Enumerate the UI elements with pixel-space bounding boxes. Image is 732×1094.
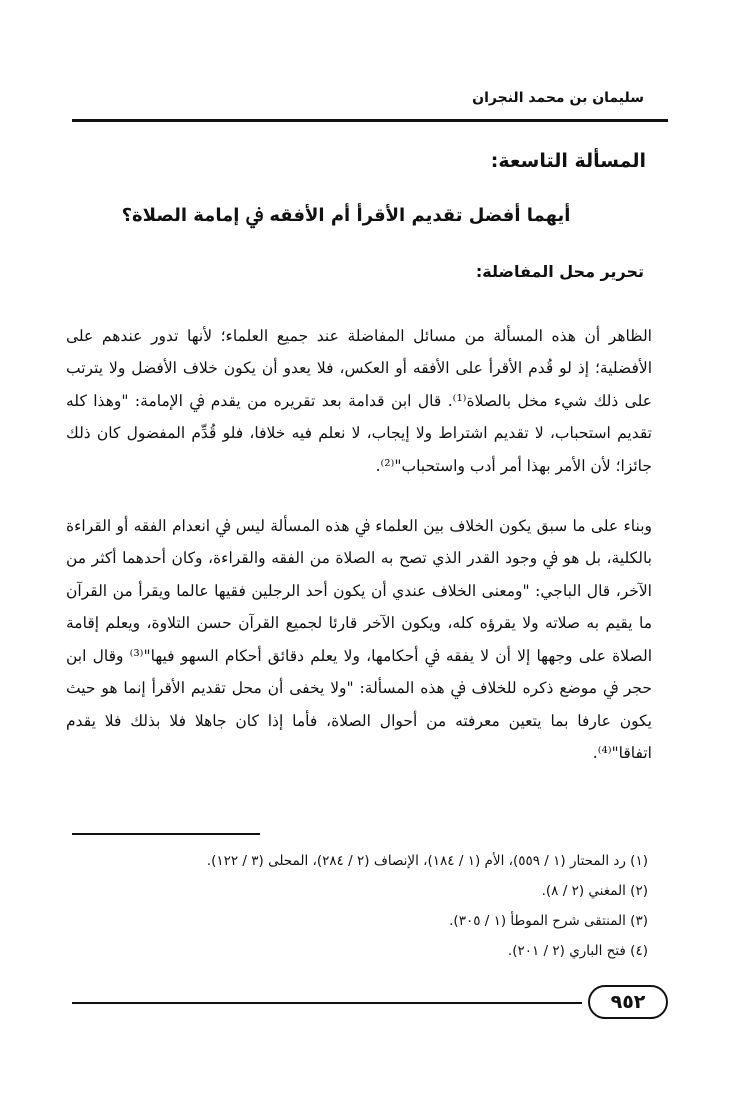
section-heading: المسألة التاسعة:	[490, 150, 646, 172]
footnote-1: (١) رد المحتار (١ / ٥٥٩)، الأم (١ / ١٨٤)، الإنصاف (٢ / ٢٨٤)، المحلى (٣ / ١٢٢).	[206, 853, 648, 869]
question-heading: أيهما أفضل تقديم الأقرأ أم الأفقه ﰲ إمامة الصلاة؟	[121, 205, 571, 226]
page-number: ٩٥٢	[588, 985, 668, 1019]
body-paragraph-2: وبناء على ما سبق يكون الخلاف بين العلماء ﰲ هذه المسألة ليس ﰲ انعدام الفقه أو القراءة بالكلية، بل هو ﰲ وجود القدر الذي تصح به الصلاة من الفقه والقراءة، وكان أحدهما أكثر من الآخر، قال الباجي: "ومعنى الخلاف عندي أن يكون أحد الرجلين فقيها عالما ويقرأ من القرآن ما يقيم به صلاته ولا يقرؤه كله، ويكون الآخر قارئا لجميع القرآن حسن التلاوة، ويعلم إقامة الصلاة على وجهها إلا أن لا يفقه ﰲ أحكامها، ولا يعلم دقائق أحكام السهو فيها"⁽³⁾ وقال ابن حجر ﰲ موضع ذكره للخلاف ﰲ هذه المسألة: "ولا يخفى أن محل تقديم الأقرأ إنما هو حيث يكون عارفا بما يتعين معرفته من أحوال الصلاة، فأما إذا كان جاهلا فلا بذلك فلا يقدم اتفاقا"⁽⁴⁾.	[66, 516, 652, 762]
sub-heading: تحرير محل المفاضلة:	[475, 262, 644, 281]
footnote-2: (٢) المغني (٢ / ٨).	[541, 883, 648, 899]
header-divider	[72, 119, 668, 122]
body-paragraph-1: الظاهر أن هذه المسألة من مسائل المفاضلة عند جميع العلماء؛ لأنها تدور عندهم على الأفضلية؛ إذ لو قُدم الأقرأ على الأفقه أو العكس، فلا يعدو أن يكون خلاف الأفضل ولا يترتب على ذلك شيء مخل بالصلاة⁽¹⁾. قال ابن قدامة بعد تقريره من يقدم ﰲ الإمامة: "وهذا كله تقديم استحباب، لا تقديم اشتراط ولا إيجاب، لا نعلم فيه خلافا، فلو قُدِّم المفضول كان ذلك جائزا؛ لأن الأمر بهذا أمر أدب واستحباب"⁽²⁾.	[66, 326, 652, 475]
footer-divider	[72, 1002, 582, 1004]
footnote-3: (٣) المنتقى شرح الموطأ (١ / ٣٠٥).	[449, 913, 648, 929]
running-header-author: سليمان بن محمد النجران	[472, 90, 644, 106]
footnote-4: (٤) فتح الباري (٢ / ٢٠١).	[507, 943, 648, 959]
footnotes-list	[68, 846, 648, 966]
footnote-divider	[72, 833, 260, 835]
